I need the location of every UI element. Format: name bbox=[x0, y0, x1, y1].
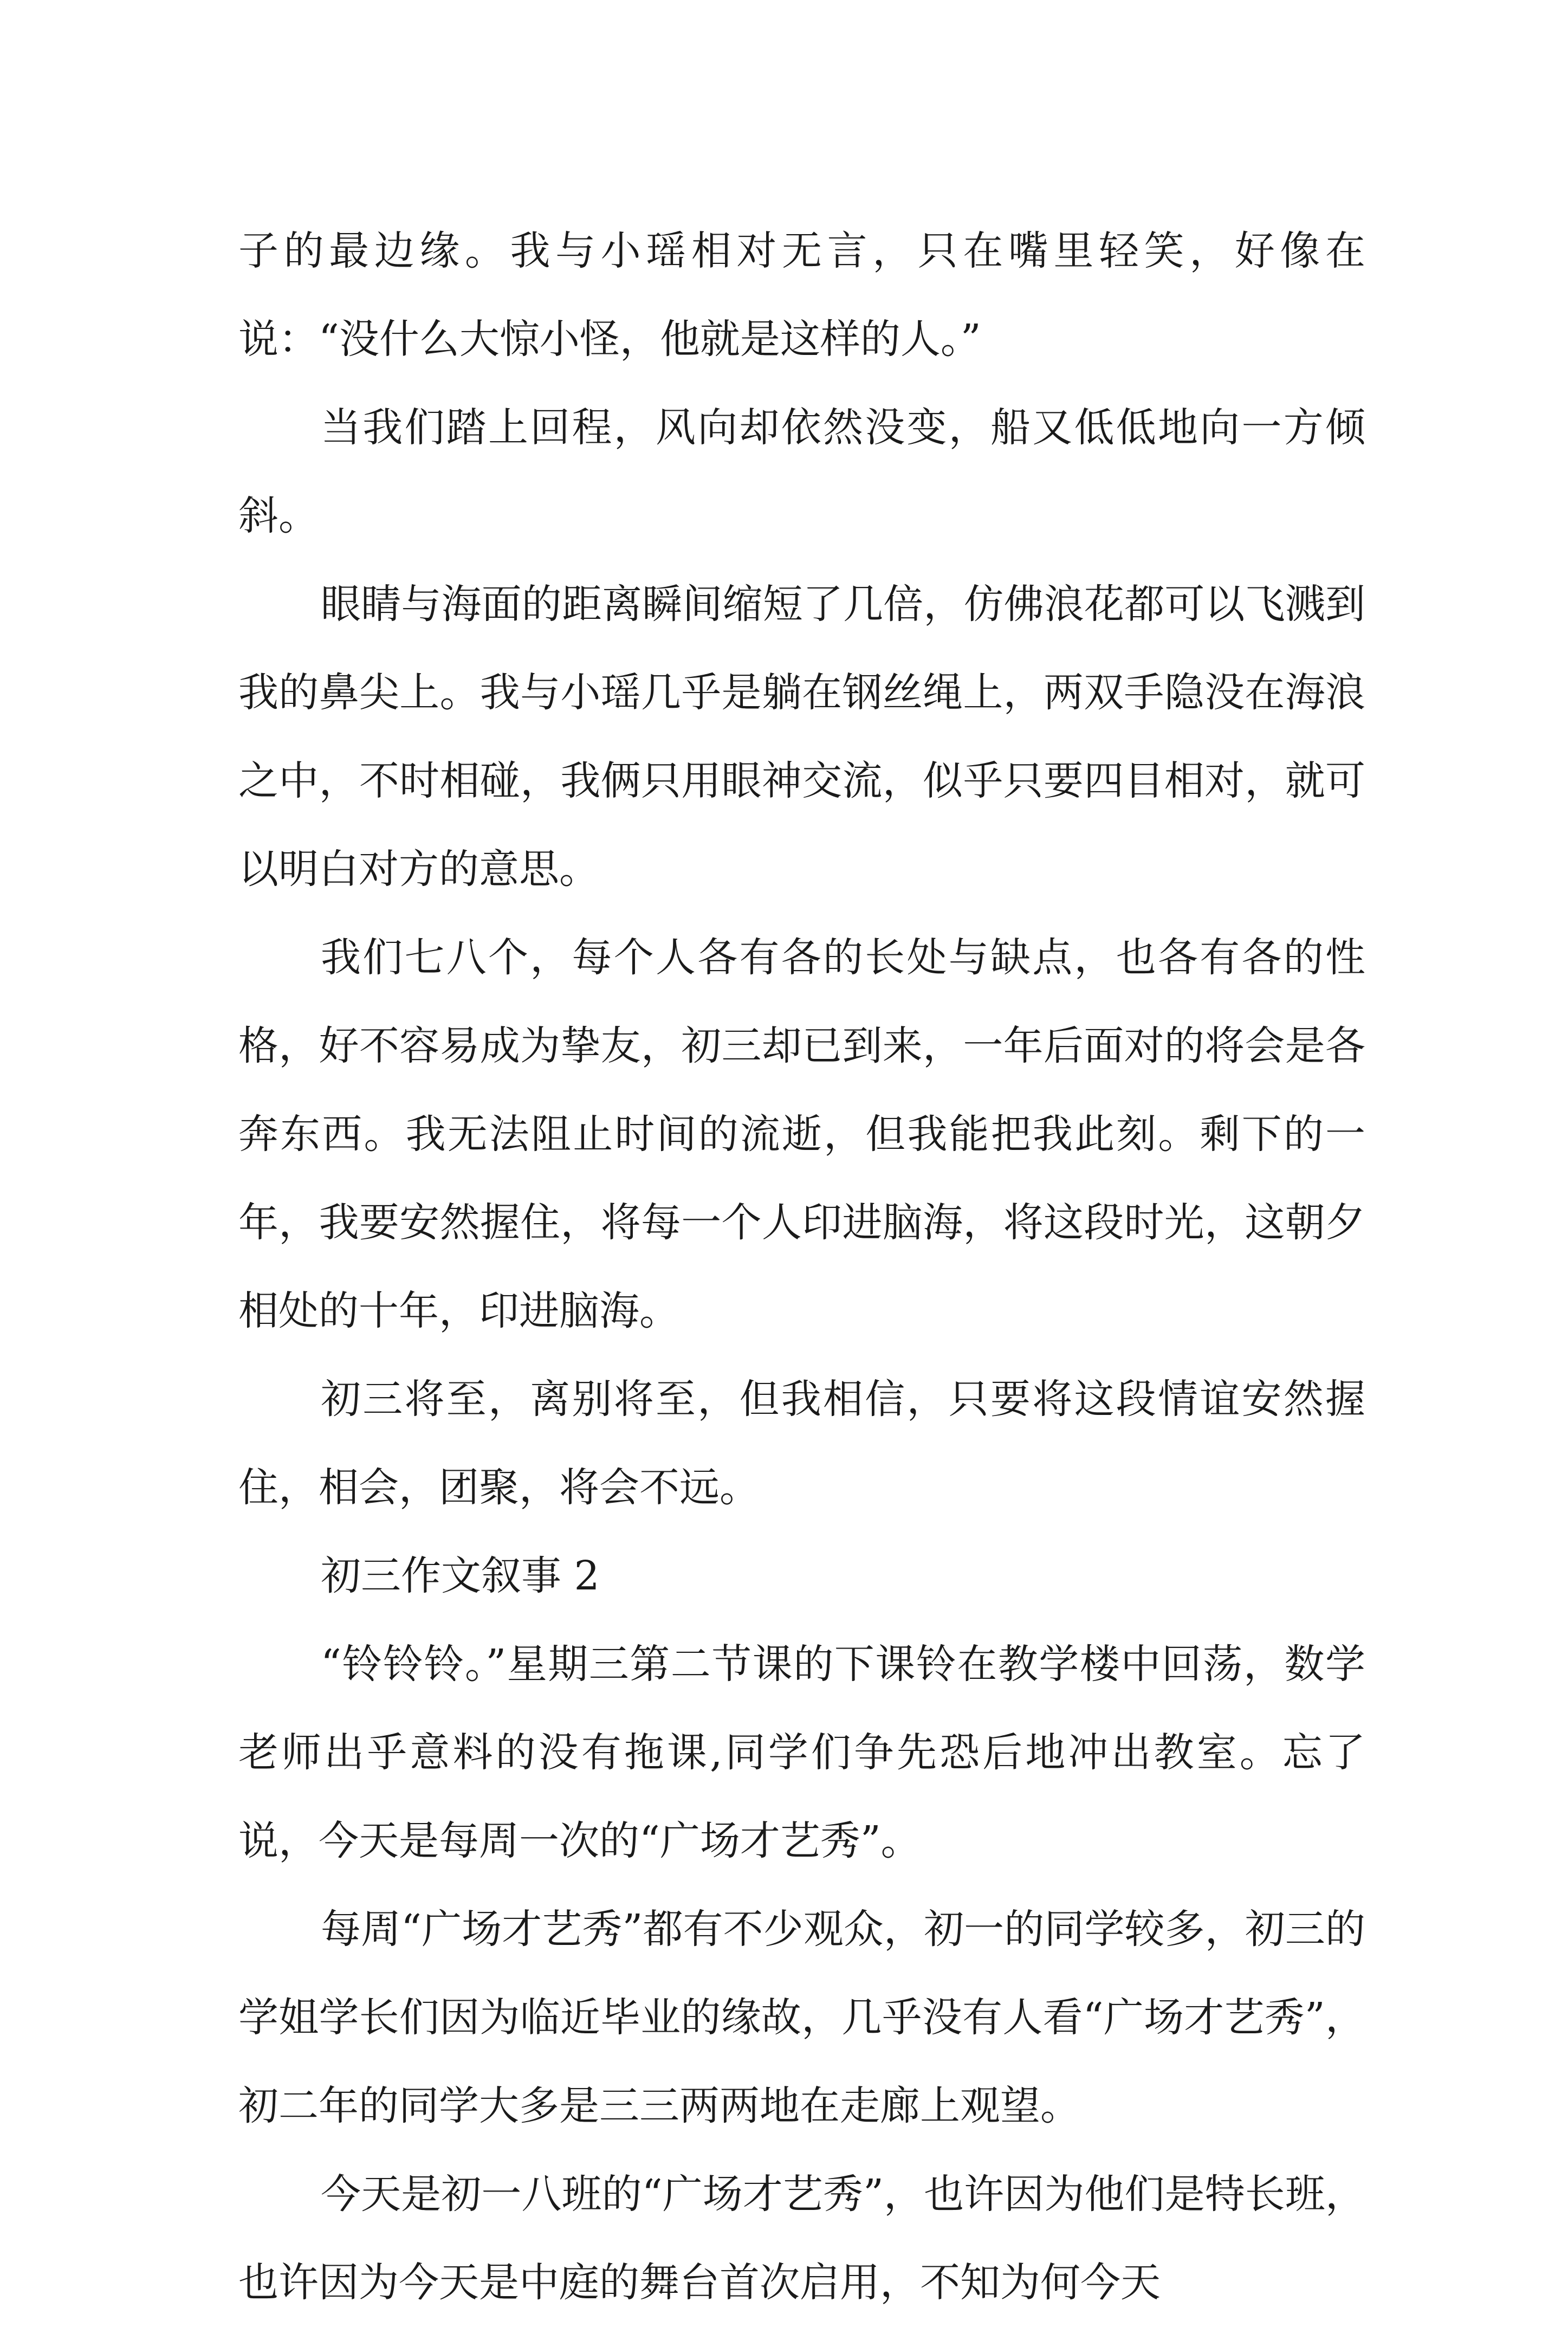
paragraph: 子的最边缘。我与小瑶相对无言，只在嘴里轻笑，好像在说：“没什么大惊小怪，他就是这样的人。” bbox=[238, 228, 1365, 363]
paragraph: 我们七八个，每个人各有各的长处与缺点，也各有各的性格，好不容易成为挚友，初三却已到来，一年后面对的将会是各奔东西。我无法阻止时间的流逝，但我能把我此刻。剩下的一年，我要安然握住，将每一个人印进脑海，将这段时光，这朝夕相处的十年，印进脑海。 bbox=[238, 934, 1365, 1334]
article-body bbox=[238, 207, 1365, 2327]
paragraph: 今天是初一八班的“广场才艺秀”，也许因为他们是特长班，也许因为今天是中庭的舞台首次启用，不知为何今天 bbox=[238, 2171, 1365, 2306]
paragraph: 每周“广场才艺秀”都有不少观众，初一的同学较多，初三的学姐学长们因为临近毕业的缘故，几乎没有人看“广场才艺秀”，初二年的同学大多是三三两两地在走廊上观望。 bbox=[238, 1906, 1365, 2129]
section-heading: 初三作文叙事 2 bbox=[321, 1553, 600, 1599]
paragraph: 初三将至，离别将至，但我相信，只要将这段情谊安然握住，相会，团聚，将会不远。 bbox=[238, 1376, 1365, 1511]
paragraph: 当我们踏上回程，风向却依然没变，船又低低地向一方倾斜。 bbox=[238, 404, 1365, 539]
paragraph: 眼睛与海面的距离瞬间缩短了几倍，仿佛浪花都可以飞溅到我的鼻尖上。我与小瑶几乎是躺在钢丝绳上，两双手隐没在海浪之中，不时相碰，我俩只用眼神交流，似乎只要四目相对，就可以明白对方的意思。 bbox=[238, 581, 1365, 893]
paragraph: “铃铃铃。”星期三第二节课的下课铃在教学楼中回荡，数学老师出乎意料的没有拖课,同学们争先恐后地冲出教室。忘了说，今天是每周一次的“广场才艺秀”。 bbox=[238, 1641, 1365, 1864]
